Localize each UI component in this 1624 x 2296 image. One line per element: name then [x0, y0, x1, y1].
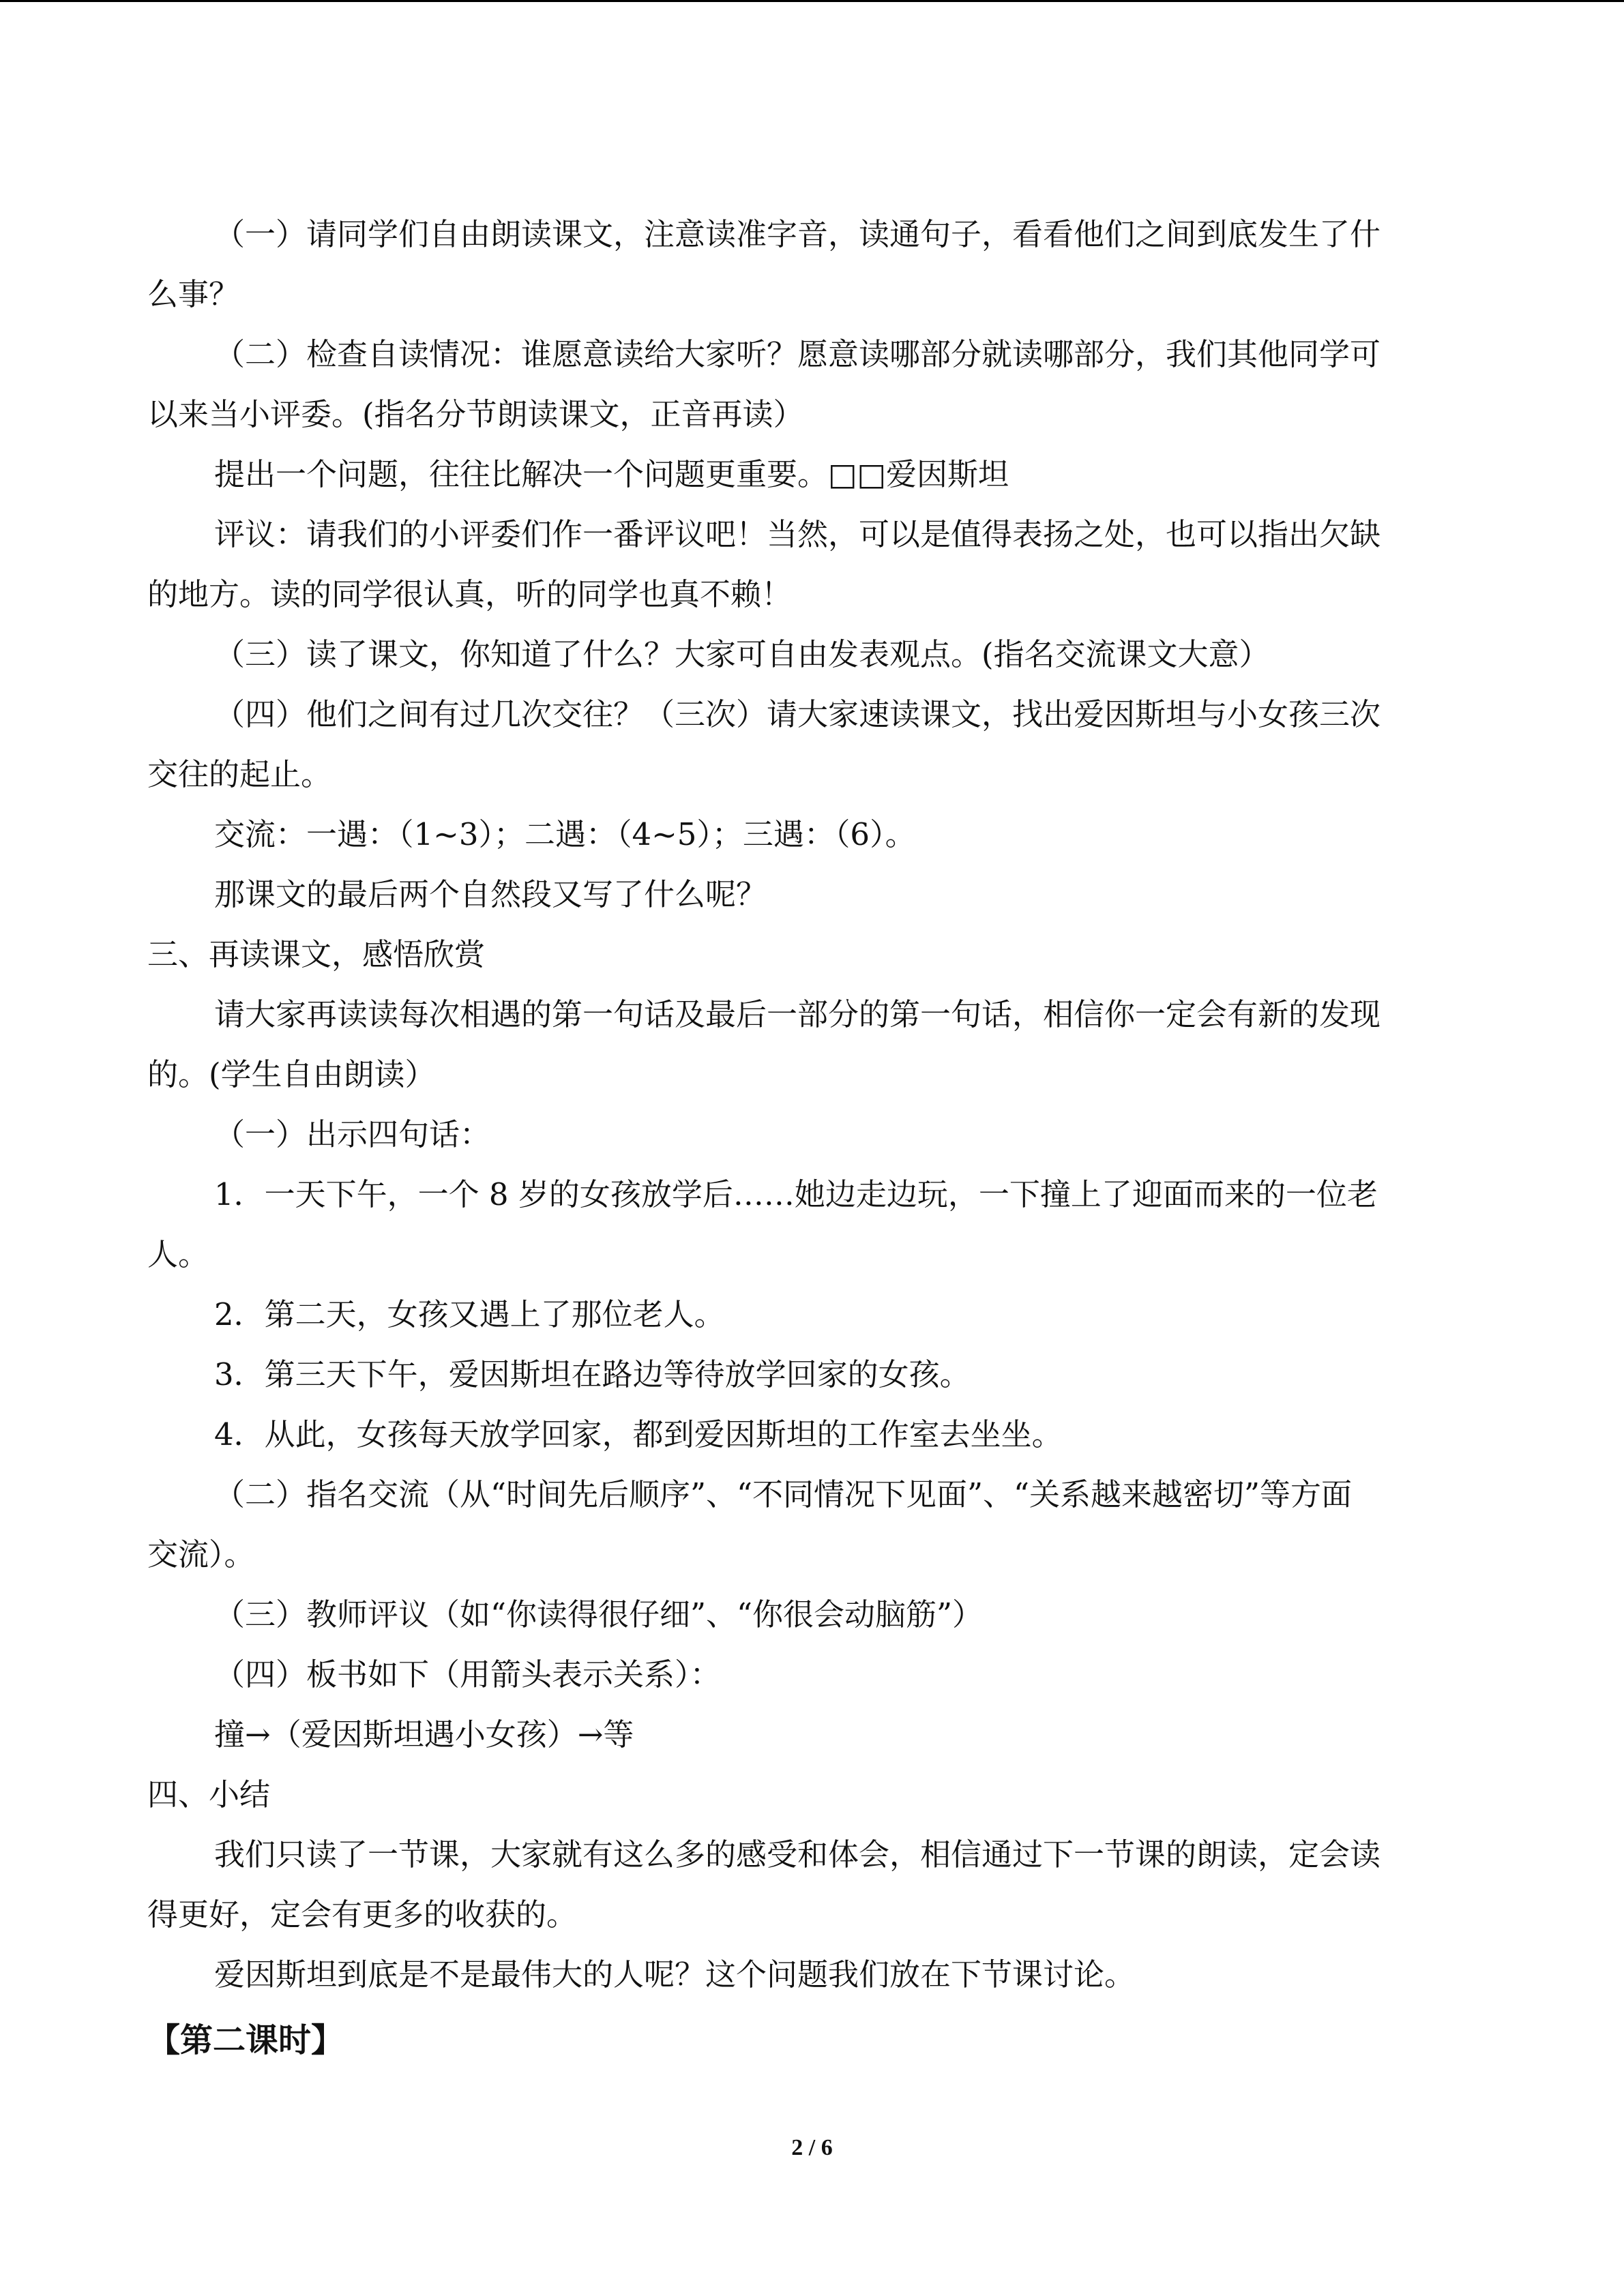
paragraph-line: 我们只读了一节课，大家就有这么多的感受和体会，相信通过下一节课的朗读，定会读	[214, 1836, 1381, 1873]
paragraph-line: 交流）。	[147, 1536, 255, 1572]
list-item: 2．第二天，女孩又遇上了那位老人。	[214, 1296, 725, 1332]
list-item: 3．第三天下午，爱因斯坦在路边等待放学回家的女孩。	[214, 1356, 971, 1392]
paragraph-line: 请大家再读读每次相遇的第一句话及最后一部分的第一句话，相信你一定会有新的发现	[214, 996, 1381, 1032]
paragraph-line: （四）他们之间有过几次交往？（三次）请大家速读课文，找出爱因斯坦与小女孩三次	[214, 696, 1381, 732]
paragraph-line: 交往的起止。	[147, 756, 332, 792]
paragraph-line: 交流：一遇：（1~3）；二遇：（4~5）；三遇：（6）。	[214, 816, 916, 852]
paragraph-line: 的。(学生自由朗读）	[147, 1056, 436, 1092]
paragraph-line: 得更好，定会有更多的收获的。	[147, 1896, 578, 1933]
paragraph-line: 的地方。读的同学很认真，听的同学也真不赖！	[147, 576, 793, 612]
paragraph-line: （三）读了课文，你知道了什么？大家可自由发表观点。(指名交流课文大意）	[214, 636, 1270, 672]
section-heading-3: 三、再读课文，感悟欣赏	[147, 936, 486, 972]
paragraph-line: （三）教师评议（如“你读得很仔细”、“你很会动脑筋”）	[214, 1596, 984, 1632]
paragraph-line: 评议：请我们的小评委们作一番评议吧！当然，可以是值得表扬之处，也可以指出欠缺	[214, 516, 1381, 552]
list-item: 1．一天下午，一个 8 岁的女孩放学后……她边走边玩，一下撞上了迎面而来的一位老	[214, 1176, 1378, 1212]
paragraph-line: 爱因斯坦到底是不是最伟大的人呢？这个问题我们放在下节课讨论。	[214, 1956, 1136, 1993]
section-heading-4: 四、小结	[147, 1776, 271, 1813]
list-item: 4．从此，女孩每天放学回家，都到爱因斯坦的工作室去坐坐。	[214, 1416, 1063, 1452]
top-border-line	[0, 0, 1624, 2]
blackboard-line: 撞→（爱因斯坦遇小女孩）→等	[214, 1716, 634, 1753]
page-number: 2 / 6	[791, 2135, 833, 2160]
paragraph-line: （二）指名交流（从“时间先后顺序”、“不同情况下见面”、“关系越来越密切”等方面	[214, 1476, 1353, 1512]
paragraph-line: 么事？	[147, 276, 240, 312]
paragraph-line: （一）出示四句话：	[214, 1116, 491, 1152]
document-body	[147, 205, 1457, 2073]
list-item-continued: 人。	[147, 1236, 209, 1272]
paragraph-line: （二）检查自读情况：谁愿意读给大家听？愿意读哪部分就读哪部分，我们其他同学可	[214, 336, 1381, 372]
lesson-section-heading: 【第二课时】	[147, 2021, 344, 2059]
paragraph-line: 那课文的最后两个自然段又写了什么呢？	[214, 876, 767, 912]
paragraph-line: （一）请同学们自由朗读课文，注意读准字音，读通句子，看看他们之间到底发生了什	[214, 216, 1381, 252]
paragraph-line: 以来当小评委。(指名分节朗读课文，正音再读）	[147, 396, 804, 432]
quote-line: 提出一个问题，往往比解决一个问题更重要。□□爱因斯坦	[214, 456, 1009, 492]
paragraph-line: （四）板书如下（用箭头表示关系）：	[214, 1656, 721, 1693]
